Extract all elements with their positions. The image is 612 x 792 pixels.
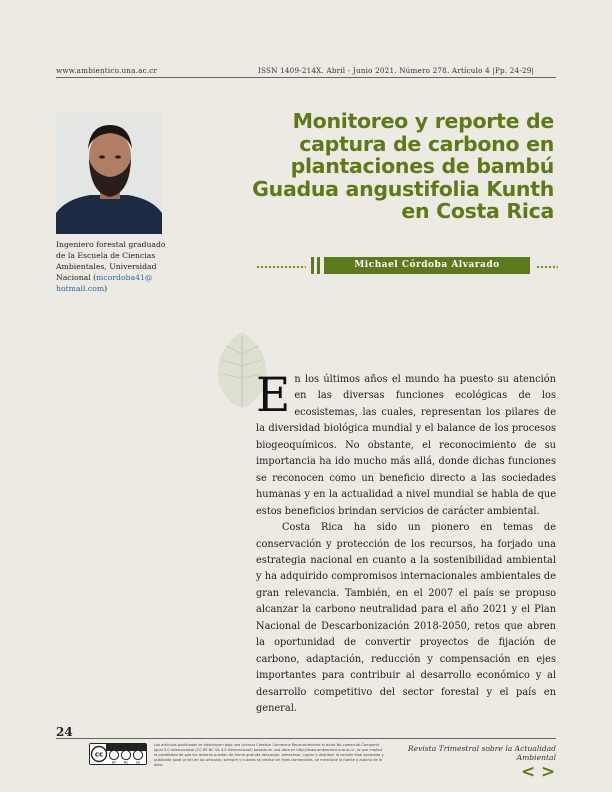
cc-license-badge[interactable] bbox=[89, 743, 147, 765]
footer-rule bbox=[56, 738, 556, 739]
dotted-rule-right bbox=[536, 264, 558, 270]
paragraph-1 bbox=[256, 368, 556, 520]
author-bio-close: ) bbox=[104, 284, 108, 294]
author-email-link[interactable]: mcordoba41@ hotmail.com bbox=[56, 273, 153, 294]
header-website[interactable]: www.ambientico.una.ac.cr bbox=[56, 66, 158, 75]
paragraph-2: Costa Rica ha sido un pionero en temas de conservación y protección de los recursos, ha forjado una estrategia nacional en cuanto a la sostenibilidad ambiental y ha adquirido compromisos internacionales ambientales de gran relevancia. También, en el 2007 el país se propuso alcanzar la carbono neutralidad para el año 2021 y el Plan Nacional de Descarbonización 2018-2050, retos que abren la oportunidad de convertir proyectos de fijación de carbono, adaptación, reducción y compensación en ejes importantes para contribuir al desarrollo económico y al desarrollo competitivo del sector forestal y el país en general. bbox=[256, 522, 556, 715]
header-issn: ISSN 1409-214X. Abril - Junio 2021. Número 278. Artículo 4 |Pp. 24-29| bbox=[258, 66, 535, 75]
by-label: BY bbox=[112, 760, 116, 764]
journal-name: Revista Trimestral sobre la Actualidad Ambiental bbox=[407, 744, 556, 762]
license-text: Los artículos publicados se distribuyen bajo una licencia Creative Commons Reconocimiento al autor-No comercial-Compartir igual 4.0 Internacional (CC BY NC SA 4.0 Internacional) basada en una obra en http://www.ambientico.una.ac.cr, lo que implica la posibilidad de que los lectores puedan de forma gratuita descargar, almacenar, copiar y distribuir la versión final aprobada y publicada (post print) de los artículos, siempre y cuando se realice sin fines comerciales, se mencione la fuente y autoría de la obra. bbox=[154, 743, 384, 767]
author-bio bbox=[56, 239, 174, 294]
author-band-bar-1 bbox=[311, 257, 314, 274]
sa-label: SA bbox=[135, 760, 141, 764]
drop-cap: E bbox=[256, 368, 291, 423]
next-page-button[interactable]: > bbox=[541, 762, 556, 782]
article-title: Monitoreo y reporte de captura de carbono en plantaciones de bambú Guadua angustifolia Kunth en Costa Rica bbox=[252, 109, 554, 224]
author-photo bbox=[56, 113, 162, 234]
header-rule bbox=[56, 77, 556, 78]
nc-label: NC bbox=[123, 760, 129, 764]
author-name: Michael Córdoba Alvarado bbox=[324, 257, 530, 274]
author-band-bar-2 bbox=[317, 257, 320, 274]
prev-page-button[interactable]: < bbox=[521, 762, 536, 782]
author-bio-text: Ingeniero forestal graduado de la Escuela de Ciencias Ambientales, Universidad Nacional ( bbox=[56, 240, 166, 283]
page-number: 24 bbox=[56, 725, 73, 739]
cc-label: cc bbox=[94, 750, 104, 759]
article-body bbox=[256, 368, 556, 718]
paragraph-1-text: n los últimos años el mundo ha puesto su atención en las diversas funciones ecológicas de los ecosistemas, las cuales, representan los pilares de la diversidad biológica mundial y el balance de los procesos biogeoquímicos. No obstante, el reconocimiento de su importancia ha ido mucho más allá, donde dichas funciones se reconocen como un beneficio directo a las sociedades humanas y en la actualidad a nivel mundial se habla de que estos beneficios brindan servicios de carácter ambiental. bbox=[256, 374, 556, 517]
dotted-rule-left bbox=[256, 264, 306, 270]
